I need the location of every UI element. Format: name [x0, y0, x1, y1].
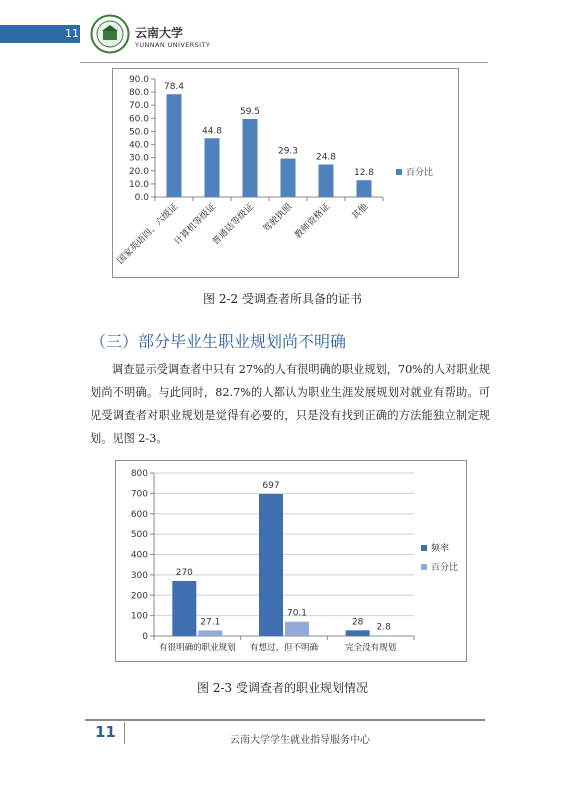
- bar-frequency: [346, 630, 370, 636]
- header-page-number: 11: [65, 27, 79, 40]
- legend-swatch: [421, 564, 427, 570]
- certificates-chart: [112, 68, 459, 278]
- legend-label: 百分比: [406, 168, 434, 178]
- bar-1: [167, 94, 182, 197]
- bar-6: [357, 180, 372, 197]
- x-tick-label: 国家英语四、六级证: [115, 202, 181, 267]
- data-label: 78.4: [163, 82, 185, 93]
- footer-divider: [85, 719, 485, 721]
- bar-5: [319, 164, 334, 197]
- university-seal-icon: [90, 14, 130, 54]
- x-tick-label: 计算机等级证: [172, 202, 219, 248]
- legend-swatch: [396, 169, 402, 175]
- data-label: 12.8: [353, 168, 375, 179]
- section-heading: （三）部分毕业生职业规划尚不明确: [90, 332, 347, 351]
- y-tick-label: 10.0: [128, 179, 149, 190]
- bar-3: [243, 119, 258, 197]
- y-tick-label: 800: [130, 469, 148, 479]
- data-label: 697: [262, 480, 280, 491]
- bar-percentage: [372, 635, 396, 636]
- x-tick-label: 普通话等级证: [210, 202, 257, 248]
- y-tick-label: 30.0: [128, 153, 149, 164]
- footer-text: 云南大学学生就业指导服务中心: [230, 735, 370, 746]
- y-tick-label: 50.0: [128, 127, 149, 138]
- bar-percentage: [285, 622, 309, 636]
- y-tick-label: 300: [130, 570, 148, 581]
- y-tick-label: 60.0: [128, 114, 149, 125]
- figure-caption-1: 图 2-2 受调查者所具备的证书: [203, 292, 362, 306]
- bar-2: [205, 138, 220, 197]
- y-tick-label: 0.0: [134, 193, 149, 203]
- x-tick-label: 有想过，但不明确: [249, 643, 319, 653]
- bar-frequency: [172, 581, 196, 636]
- x-tick-label: 驾驶执照: [261, 202, 295, 235]
- bar-percentage: [198, 630, 222, 636]
- certificates-chart-svg: [113, 69, 458, 277]
- university-name-cn: 云南大学: [135, 26, 184, 40]
- y-tick-label: 90.0: [128, 75, 149, 85]
- legend-label: 频率: [431, 544, 450, 554]
- y-tick-label: 20.0: [128, 166, 149, 177]
- y-tick-label: 70.0: [128, 101, 149, 112]
- legend-swatch: [421, 545, 427, 551]
- data-label: 28: [351, 617, 364, 628]
- x-tick-label: 教师资格证: [293, 202, 333, 241]
- footer-page-number: 11: [95, 723, 116, 741]
- bar-frequency: [259, 494, 283, 636]
- career-plan-chart: [115, 460, 467, 662]
- data-label: 24.8: [315, 152, 337, 163]
- y-tick-label: 600: [130, 509, 148, 520]
- y-tick-label: 80.0: [128, 88, 149, 99]
- data-label: 70.1: [286, 608, 308, 619]
- header-divider: [80, 62, 488, 63]
- x-tick-label: 有很明确的职业规划: [159, 643, 236, 653]
- bar-4: [281, 159, 296, 197]
- career-plan-chart-svg: [116, 461, 466, 661]
- x-tick-label: 完全没有规划: [345, 643, 397, 653]
- data-label: 270: [175, 567, 193, 578]
- y-tick-label: 700: [130, 489, 148, 500]
- data-label: 2.8: [376, 622, 391, 633]
- data-label: 59.5: [239, 106, 261, 117]
- y-tick-label: 100: [130, 611, 148, 622]
- data-label: 27.1: [200, 617, 221, 628]
- figure-caption-2: 图 2-3 受调查者的职业规划情况: [197, 681, 368, 695]
- data-label: 29.3: [277, 146, 299, 157]
- data-label: 44.8: [201, 126, 223, 137]
- y-tick-label: 200: [130, 591, 148, 602]
- y-tick-label: 0: [142, 632, 148, 642]
- university-name-en: YUNNAN UNIVERSITY: [135, 41, 211, 49]
- x-tick-label: 其他: [350, 202, 371, 222]
- y-tick-label: 500: [130, 530, 148, 541]
- legend-label: 百分比: [431, 563, 459, 573]
- footer-separator: [124, 722, 125, 744]
- y-tick-label: 400: [130, 550, 148, 561]
- body-paragraph: 调查显示受调查者中只有 27%的人有很明确的职业规划，70%的人对职业规划尚不明确。与此同时，82.7%的人都认为职业生涯发展规划对就业有帮助。可见受调查者对职业规划是觉得有必要的，只是没有找到正确的方法能独立制定规划。见图 2-3。: [90, 363, 490, 445]
- y-tick-label: 40.0: [128, 140, 149, 151]
